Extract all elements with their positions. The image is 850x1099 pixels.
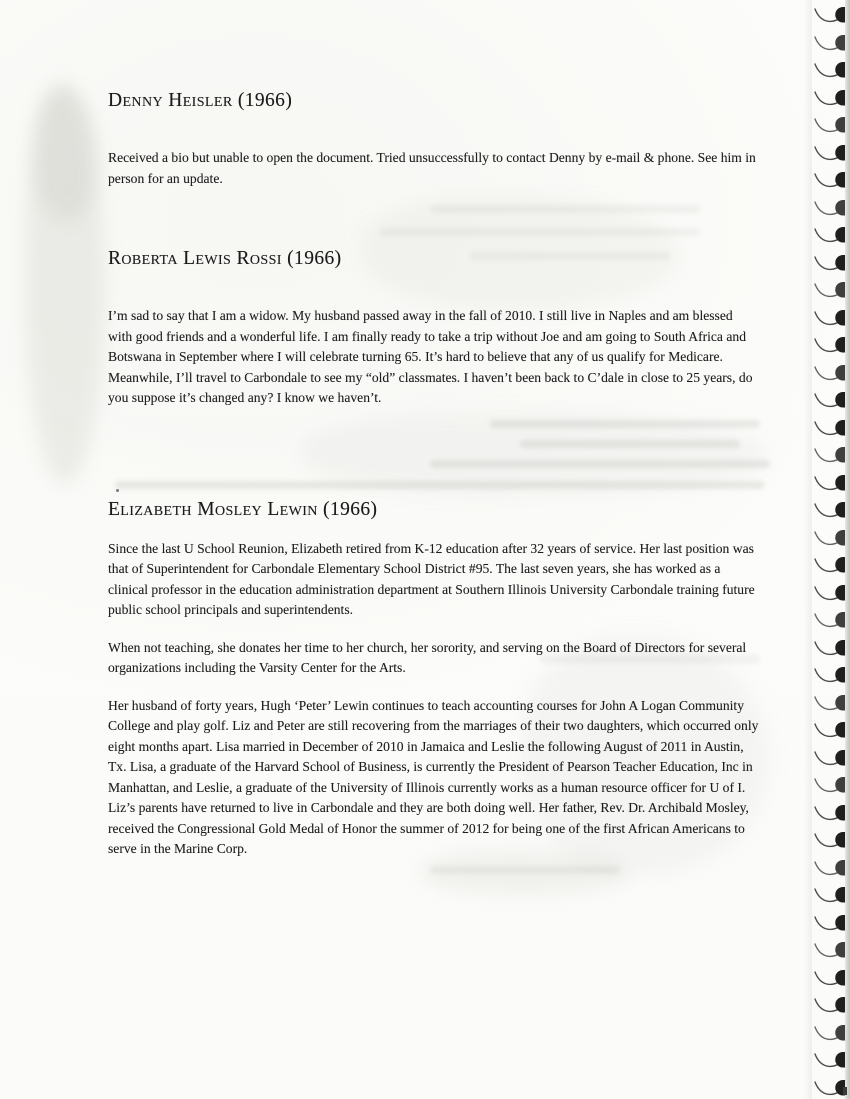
binding-tooth (812, 33, 846, 55)
binding-tooth (812, 665, 846, 687)
binding-tooth (812, 583, 846, 605)
bio-paragraph: Her husband of forty years, Hugh ‘Peter’ Lewin continues to teach accounting courses for John A Logan Community College and play golf. Liz and Peter are still recovering from the marriages of their two daughters, which occurred only eight months apart. Lisa married in December of 2010 in Jamaica and Leslie the following August of 2011 in Austin, Tx. Lisa, a graduate of the Harvard School of Business, is currently the President of Pearson Teacher Education, Inc in Manhattan, and Leslie, a graduate of the University of Illinois currently works as a human resource officer for U of I. Liz’s parents have returned to live in Carbondale and they are both doing well. Her father, Rev. Dr. Archibald Mosley, received the Congressional Gold Medal of Honor the summer of 2012 for being one of the first African Americans to serve in the Marine Corp. (108, 697, 759, 856)
binding-tooth (812, 610, 846, 632)
binding-tooth (812, 830, 846, 852)
bio-paragraph: I’m sad to say that I am a widow. My husband passed away in the fall of 2010. I still live in Naples and am blessed with good friends and a wonderful life. I am finally ready to take a trip without Joe and am going to South Africa and Botswana in September where I will celebrate turning 65. It’s hard to believe that any of us qualify for Medicare. Meanwhile, I’ll travel to Carbondale to see my “old” classmates. I haven’t been back to C’dale in close to 25 years, do you suppose it’s changed any? I know we haven’t. (108, 308, 753, 405)
binding-tooth (812, 885, 846, 907)
scan-speck (843, 1087, 847, 1095)
bio-paragraphs (108, 539, 760, 860)
binding-tooth (812, 170, 846, 192)
comb-binding (810, 0, 850, 1099)
bio-heading: Roberta Lewis Rossi (1966) (108, 248, 342, 269)
bleed-through-line (430, 866, 620, 874)
binding-tooth (812, 775, 846, 797)
binding-tooth (812, 335, 846, 357)
binding-tooth (812, 638, 846, 660)
binding-tooth (812, 143, 846, 165)
binding-tooth (812, 528, 846, 550)
binding-tooth (812, 253, 846, 275)
bio-paragraphs (108, 148, 760, 189)
bio-entry (108, 88, 760, 189)
binding-tooth (812, 720, 846, 742)
binding-tooth (812, 858, 846, 880)
scan-smudge (26, 82, 104, 482)
binding-tooth (812, 940, 846, 962)
binding-tooth (812, 913, 846, 935)
binding-tooth (812, 445, 846, 467)
binding-tooth (812, 60, 846, 82)
binding-tooth (812, 693, 846, 715)
bio-heading: Denny Heisler (1966) (108, 90, 293, 111)
binding-tooth (812, 500, 846, 522)
binding-tooth (812, 418, 846, 440)
binding-tooth (812, 5, 846, 27)
bio-paragraph: Since the last U School Reunion, Elizabeth retired from K-12 education after 32 years of service. Her last position was that of Superintendent for Carbondale Elementary School District #95. The last seven years, she has worked as a clinical professor in the education administration department at Southern Illinois University Carbondale training future public school principals and superintendents. (108, 540, 755, 617)
binding-tooth (812, 1023, 846, 1045)
binding-tooth (812, 1078, 846, 1099)
bio-entry (108, 497, 760, 860)
bio-paragraphs (108, 306, 760, 409)
binding-tooth (812, 748, 846, 770)
binding-tooth (812, 390, 846, 412)
bio-entries-column (108, 88, 760, 860)
binding-tooth (812, 280, 846, 302)
binding-tooth (812, 225, 846, 247)
binding-tooth (812, 803, 846, 825)
bio-paragraph: Received a bio but unable to open the document. Tried unsuccessfully to contact Denny by e-mail & phone. See him in person for an update. (108, 150, 756, 186)
binding-tooth (812, 363, 846, 385)
binding-tooth (812, 198, 846, 220)
binding-tooth (812, 995, 846, 1017)
binding-tooth (812, 968, 846, 990)
binding-tooth (812, 1050, 846, 1072)
binding-tooth (812, 115, 846, 137)
bio-entry (108, 246, 760, 409)
scan-smudge (34, 90, 98, 220)
binding-tooth (812, 555, 846, 577)
bio-paragraph: When not teaching, she donates her time to her church, her sorority, and serving on the Board of Directors for several organizations including the Varsity Center for the Arts. (108, 639, 747, 675)
bio-heading: Elizabeth Mosley Lewin (1966) (108, 498, 378, 520)
binding-tooth (812, 308, 846, 330)
binding-tooth (812, 88, 846, 110)
binding-tooth (812, 473, 846, 495)
